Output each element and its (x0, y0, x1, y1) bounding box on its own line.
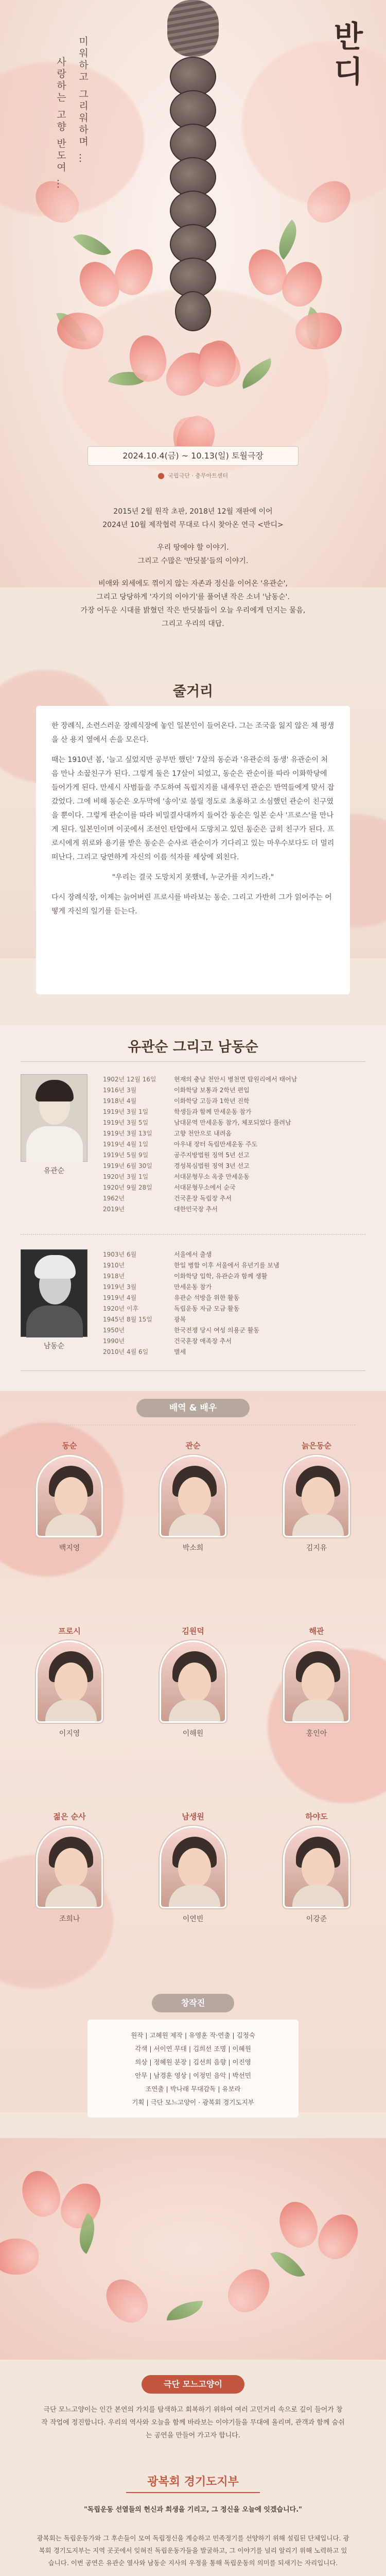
timeline-text: 별세 (174, 1348, 186, 1355)
synopsis-paragraph: 때는 1910년 봄, '늘고 싶었지만 공부만 했던' 7살의 동순과 '유관순의 동생' 유관순이 처음 만나 소꿉친구가 된다. 그렇게 둘은 17살이 되었고, 동순은 관순이를 따라 이화학당에 들어가게 된다. 만세시 사범들을 주도하여 독립지지를 내세우던 관순은 반역들에게 맞서 잡 갔었다. 그에 비해 동순은 오두막에 '송이'로 불릴 정도로 초롱하고 소심했던 관순이 친구였을 뿐이다. 그렇게 관순이를 따라 비밀결사대까지 들어간 동순은 일본 순사 '프로스'를 만나게 된다. 일본인이며 이곳에서 조선인 탄압에서 도망치고 있던 동순은 급히 친구가 된다. 프로시에게 위로와 용기를 받은 동순은 순사로 관순이가 기다리고 있는 마우수보다도 더 멀리 떠난다. 그리고 당연하게 자신의 이름 석자를 세상에 외친다. (51, 756, 335, 861)
timeline-date: 1919년 3월 13일 (103, 1130, 152, 1137)
timeline-text: 만세운동 참가 (174, 1283, 212, 1291)
timeline-row (103, 1074, 365, 1085)
timeline-text: 독립운동 자금 모금 활동 (174, 1305, 240, 1312)
logo-icon (158, 473, 164, 479)
timeline-text: 서대문형무소에서 순국 (174, 1184, 236, 1191)
divider (21, 1370, 365, 1371)
hero-dates: 2024.10.4(금) ~ 10.13(일) 토월극장 (87, 446, 299, 466)
timeline-text: 경성복심법원 징역 3년 선고 (174, 1162, 250, 1170)
intro-section (0, 505, 386, 631)
intro-line: 가장 어두운 시대를 밝혔던 작은 반딧불들이 오늘 우리에게 던지는 물음, (80, 606, 306, 615)
nam-portrait (21, 1249, 87, 1337)
staff-line: 원작 | 고혜원 제작 | 유영훈 작·연출 | 김정숙 (131, 2031, 255, 2039)
timeline-row (103, 1193, 365, 1204)
yu-name: 유관순 (43, 1167, 65, 1175)
cast-member (275, 1625, 358, 1738)
nam-timeline (103, 1249, 365, 1358)
timeline-date: 1910년 (103, 1262, 125, 1269)
hero-subtitle-1: 미워하고 그리워하며 … (77, 36, 89, 165)
cast-title-pill: 배역 & 배우 (136, 1399, 250, 1417)
timeline-row (103, 1325, 365, 1336)
cast-role: 남생원 (182, 1812, 204, 1821)
timeline-row (103, 1161, 365, 1172)
actor-photo (160, 1455, 226, 1537)
timeline-row (103, 1271, 365, 1282)
timeline-text: 아우내 장터 독립만세운동 주도 (174, 1141, 258, 1148)
timeline-text: 대한민국장 추서 (174, 1206, 218, 1213)
company-text: 극단 모느고양이는 인간 본연의 가치를 탐색하고 회복하기 위하여 여러 고민거리 속으로 깊이 들어가 창작 작업에 정진합니다. 우리의 역사와 오늘을 함께 바라보는 이야기들을 무대에 올리며, 관객과 함께 숨쉬는 공연을 만들어 가고자 합니다. (41, 2406, 345, 2439)
timeline-date: 1918년 (103, 1273, 125, 1280)
timeline-date: 1962년 (103, 1195, 125, 1202)
timeline-row (103, 1303, 365, 1314)
actor-photo (36, 1455, 103, 1537)
hero-title: 반디 (328, 21, 363, 91)
actor-photo (160, 1640, 226, 1723)
timeline-row (103, 1139, 365, 1150)
timeline-date: 1920년 3월 1일 (103, 1173, 149, 1180)
timeline-row (103, 1085, 365, 1096)
timeline-row (103, 1282, 365, 1293)
timeline-text: 이화학당 입학, 유관순과 함께 생활 (174, 1273, 268, 1280)
timeline-row (103, 1347, 365, 1358)
actor-photo (283, 1640, 350, 1723)
cast-actor: 조희나 (59, 1915, 80, 1923)
cast-actor: 김지유 (306, 1544, 327, 1552)
timeline-date: 1916년 3월 (103, 1087, 137, 1094)
cast-member (28, 1811, 111, 1924)
synopsis-title: 줄거리 (172, 684, 214, 700)
cast-role: 관순 (185, 1441, 201, 1450)
cast-actor: 이강준 (306, 1915, 327, 1923)
timeline-text: 이화학당 보통과 2학년 편입 (174, 1087, 250, 1094)
cast-role: 해관 (309, 1626, 324, 1636)
nam-name: 남동순 (43, 1342, 65, 1350)
timeline-row (103, 1260, 365, 1271)
intro-line: 2015년 2월 원작 초판, 2018년 12월 재판에 이어 (113, 507, 273, 516)
intro-line: 우리 땅에야 할 이야기. (157, 544, 229, 552)
timeline-date: 1902년 12월 16일 (103, 1076, 156, 1083)
timeline-text: 고향 천안으로 내려옴 (174, 1130, 232, 1137)
timeline-date: 1919년 4월 (103, 1294, 137, 1301)
timeline-row (103, 1314, 365, 1325)
timeline-date: 1945년 8월 15일 (103, 1316, 152, 1323)
timeline-date: 1919년 3월 (103, 1283, 137, 1291)
divider (21, 1061, 365, 1062)
divider (31, 1425, 355, 1426)
cast-actor: 백지영 (59, 1544, 80, 1552)
timeline-row (103, 1172, 365, 1182)
timeline-row (103, 1249, 365, 1260)
actor-photo (36, 1826, 103, 1908)
synopsis-quote: "우리는 결국 도망치지 못했네, 누군가를 지키느라." (112, 873, 274, 882)
timeline-text: 현재의 충남 천안시 병천면 탑원리에서 태어남 (174, 1076, 297, 1083)
intro-line: 그리고 수많은 '반딧불'들의 이야기. (137, 557, 249, 565)
timeline-text: 서대문형무소 옥중 만세운동 (174, 1173, 250, 1180)
timeline-row (103, 1204, 365, 1215)
staff-line: 안무 | 남경훈 영상 | 이정민 음악 | 박선민 (135, 2072, 251, 2079)
cast-member (152, 1440, 234, 1553)
timeline-row (103, 1096, 365, 1107)
history-title: 유관순 그리고 남동순 (128, 1039, 258, 1055)
cast-member (28, 1625, 111, 1738)
timeline-text: 광복 (174, 1316, 186, 1323)
timeline-date: 1990년 (103, 1337, 125, 1345)
timeline-date: 1919년 3월 1일 (103, 1108, 149, 1115)
cast-actor: 홍인아 (306, 1730, 327, 1738)
timeline-row (103, 1336, 365, 1347)
timeline-date: 1919년 5월 9일 (103, 1151, 149, 1159)
actor-photo (283, 1826, 350, 1908)
sponsor-text: 광복회는 독립운동가와 그 후손들이 모여 독립정신을 계승하고 민족정기를 선양하기 위해 설립된 단체입니다. 광복회 경기도지부는 지역 곳곳에서 잊혀진 독립운동가들을 발굴하고, 그 이야기를 널리 알리기 위해 노력하고 있습니다. 이번 공연은 유관순 열사와 남동순 지사의 우정을 통해 독립운동의 의미를 되새기는 자리입니다. (37, 2534, 349, 2567)
timeline-text: 이화학당 고등과 1학년 진학 (174, 1097, 250, 1105)
staff-line: 조연출 | 박나래 무대감독 | 유보라 (145, 2085, 241, 2093)
timeline-text: 한국전쟁 당시 여성 의용군 활동 (174, 1327, 259, 1334)
cast-actor: 이연빈 (182, 1915, 204, 1923)
cast-role: 김원덕 (182, 1626, 204, 1636)
timeline-text: 공주지방법원 징역 5년 선고 (174, 1151, 250, 1159)
staff-card (87, 2020, 299, 2117)
timeline-text: 서울에서 출생 (174, 1251, 212, 1258)
intro-line: 2024년 10월 제작협력 무대로 다시 찾아온 연극 <반디> (102, 521, 284, 529)
staff-line: 의상 | 정혜원 분장 | 김선희 음향 | 이진영 (135, 2058, 251, 2066)
synopsis-paragraph: 한 장례식, 소련스러운 장례식장에 놓인 일본인이 들어온다. 그는 조국을 잃지 않은 채 평생을 산 용지 옆에서 손을 모은다. (51, 722, 335, 744)
intro-line: 그리고 우리의 대답. (162, 620, 224, 628)
timeline-date: 2019년 (103, 1206, 125, 1213)
timeline-date: 1919년 6월 30일 (103, 1162, 152, 1170)
timeline-text: 건국훈장 애족장 추서 (174, 1337, 232, 1345)
timeline-text: 한일 병합 이후 서울에서 유년기를 보냄 (174, 1262, 279, 1269)
hero-section (0, 0, 386, 587)
staff-title-pill: 창작진 (152, 1994, 234, 2012)
cast-member (275, 1440, 358, 1553)
yu-timeline (103, 1074, 365, 1215)
staff-line: 각색 | 서이연 무대 | 김희선 조명 | 이혜원 (135, 2045, 251, 2053)
cast-actor: 이해원 (182, 1730, 204, 1738)
timeline-row (103, 1107, 365, 1117)
sponsor-title: 광복회 경기도지부 (126, 2473, 260, 2493)
staff-line: 기획 | 극단 모느고양이 · 광복회 경기도지부 (132, 2098, 254, 2106)
cast-role: 늙은동순 (302, 1441, 331, 1450)
cast-member (152, 1811, 234, 1924)
actor-photo (36, 1640, 103, 1723)
yu-portrait (21, 1074, 87, 1162)
timeline-date: 2010년 4월 6일 (103, 1348, 149, 1355)
timeline-text: 남대문역 만세운동 참가, 체포되었다 풀려남 (174, 1119, 291, 1126)
actor-photo (283, 1455, 350, 1537)
timeline-date: 1918년 4월 (103, 1097, 137, 1105)
synopsis-card (36, 706, 350, 994)
cast-role: 하야도 (305, 1812, 328, 1821)
timeline-text: 유관순 석방을 위한 활동 (174, 1294, 240, 1301)
timeline-date: 1903년 6월 (103, 1251, 137, 1258)
cast-member (275, 1811, 358, 1924)
timeline-text: 학생들과 함께 만세운동 참가 (174, 1108, 252, 1115)
timeline-date: 1950년 (103, 1327, 125, 1334)
timeline-row (103, 1117, 365, 1128)
cast-role: 동순 (62, 1441, 77, 1450)
cast-actor: 박소희 (182, 1544, 204, 1552)
timeline-row (103, 1150, 365, 1161)
flower-band (0, 2138, 386, 2360)
actor-photo (160, 1826, 226, 1908)
hero-logos: 국립극단 · 충무아트센터 (0, 471, 386, 480)
cast-role: 프로시 (58, 1626, 81, 1636)
hero-subtitle-2: 사랑하는 고향 반도여 … (55, 57, 66, 191)
timeline-date: 1919년 4월 1일 (103, 1141, 149, 1148)
company-title-pill: 극단 모느고양이 (142, 2375, 244, 2394)
timeline-date: 1920년 9월 28일 (103, 1184, 152, 1191)
intro-line: 비애와 외세에도 꺾이지 않는 자존과 정신을 이어온 '유관순', (98, 580, 288, 588)
cast-actor: 이지영 (59, 1730, 80, 1738)
timeline-text: 건국훈장 독립장 추서 (174, 1195, 232, 1202)
cast-member (28, 1440, 111, 1553)
cast-role: 젊은 순사 (53, 1812, 86, 1821)
timeline-date: 1919년 3월 5일 (103, 1119, 149, 1126)
synopsis-paragraph: 다시 장례식장, 이제는 늙어버린 프로시를 바라보는 동순. 그리고 가반히 그가 읽어주는 어떻게 자신의 일기를 듣는다. (51, 893, 332, 916)
divider (21, 1234, 365, 1235)
intro-line: 그리고 당당하게 '자기의 이야기'를 풀어낸 작은 소녀 '남동순'. (96, 593, 290, 601)
cast-member (152, 1625, 234, 1738)
timeline-row (103, 1182, 365, 1193)
timeline-row (103, 1293, 365, 1303)
sponsor-quote: "독립운동 선열들의 헌신과 희생을 기리고, 그 정신을 오늘에 잇겠습니다." (84, 2506, 302, 2514)
timeline-date: 1920년 이후 (103, 1305, 139, 1312)
timeline-row (103, 1128, 365, 1139)
